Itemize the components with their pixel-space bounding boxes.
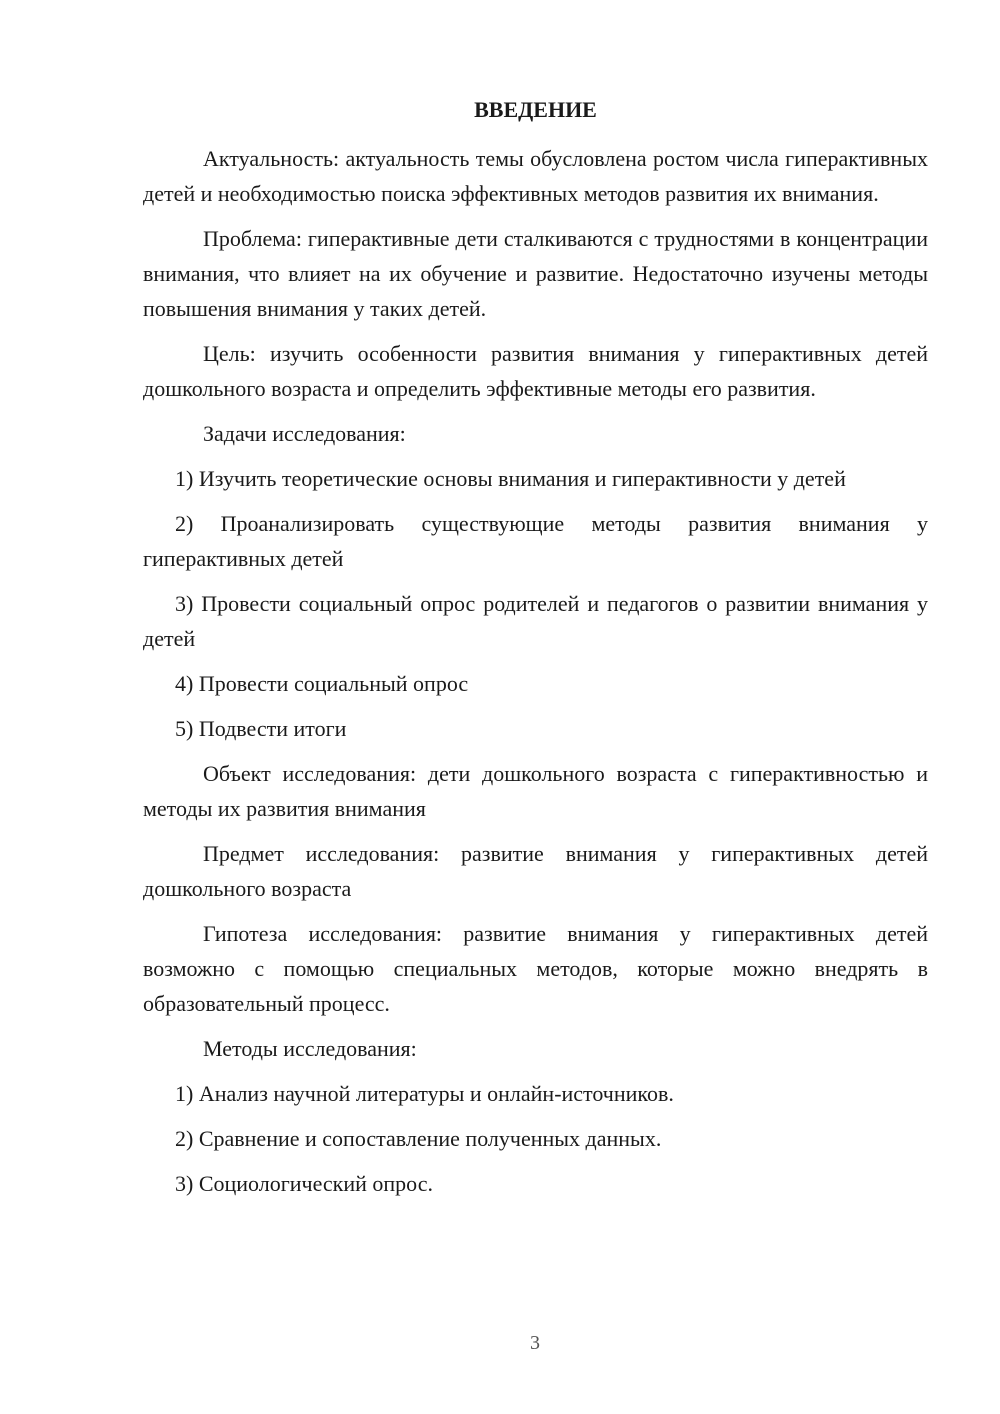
method-item: 2) Сравнение и сопоставление полученных данных.	[175, 1126, 662, 1151]
task-item: 2) Проанализировать существующие методы развития внимания у гиперактивных детей	[143, 511, 928, 571]
subject-paragraph: Предмет исследования: развитие внимания у гиперактивных детей дошкольного возраста	[143, 841, 928, 901]
relevance-paragraph: Актуальность: актуальность темы обусловлена ростом числа гиперактивных детей и необходимостью поиска эффективных методов развития их внимания.	[143, 146, 928, 206]
method-item: 3) Социологический опрос.	[175, 1171, 433, 1196]
task-item: 1) Изучить теоретические основы внимания и гиперактивности у детей	[175, 466, 846, 491]
goal-paragraph: Цель: изучить особенности развития внимания у гиперактивных детей дошкольного возраста и определить эффективные методы его развития.	[143, 341, 928, 401]
task-item: 4) Провести социальный опрос	[175, 671, 469, 696]
method-item: 1) Анализ научной литературы и онлайн-источников.	[175, 1081, 674, 1106]
task-item: 5) Подвести итоги	[175, 716, 347, 741]
hypothesis-paragraph: Гипотеза исследования: развитие внимания у гиперактивных детей возможно с помощью специальных методов, которые можно внедрять в образовательный процесс.	[143, 921, 928, 1016]
problem-paragraph: Проблема: гиперактивные дети сталкиваются с трудностями в концентрации внимания, что влияет на их обучение и развитие. Недостаточно изучены методы повышения внимания у таких детей.	[143, 226, 928, 321]
tasks-heading: Задачи исследования:	[203, 421, 406, 446]
task-item: 3) Провести социальный опрос родителей и педагогов о развитии внимания у детей	[143, 591, 928, 651]
page-number: 3	[530, 1332, 540, 1354]
document-page	[143, 94, 928, 1211]
methods-heading: Методы исследования:	[203, 1036, 417, 1061]
section-title: ВВЕДЕНИЕ	[474, 97, 597, 122]
object-paragraph: Объект исследования: дети дошкольного возраста с гиперактивностью и методы их развития внимания	[143, 761, 928, 821]
